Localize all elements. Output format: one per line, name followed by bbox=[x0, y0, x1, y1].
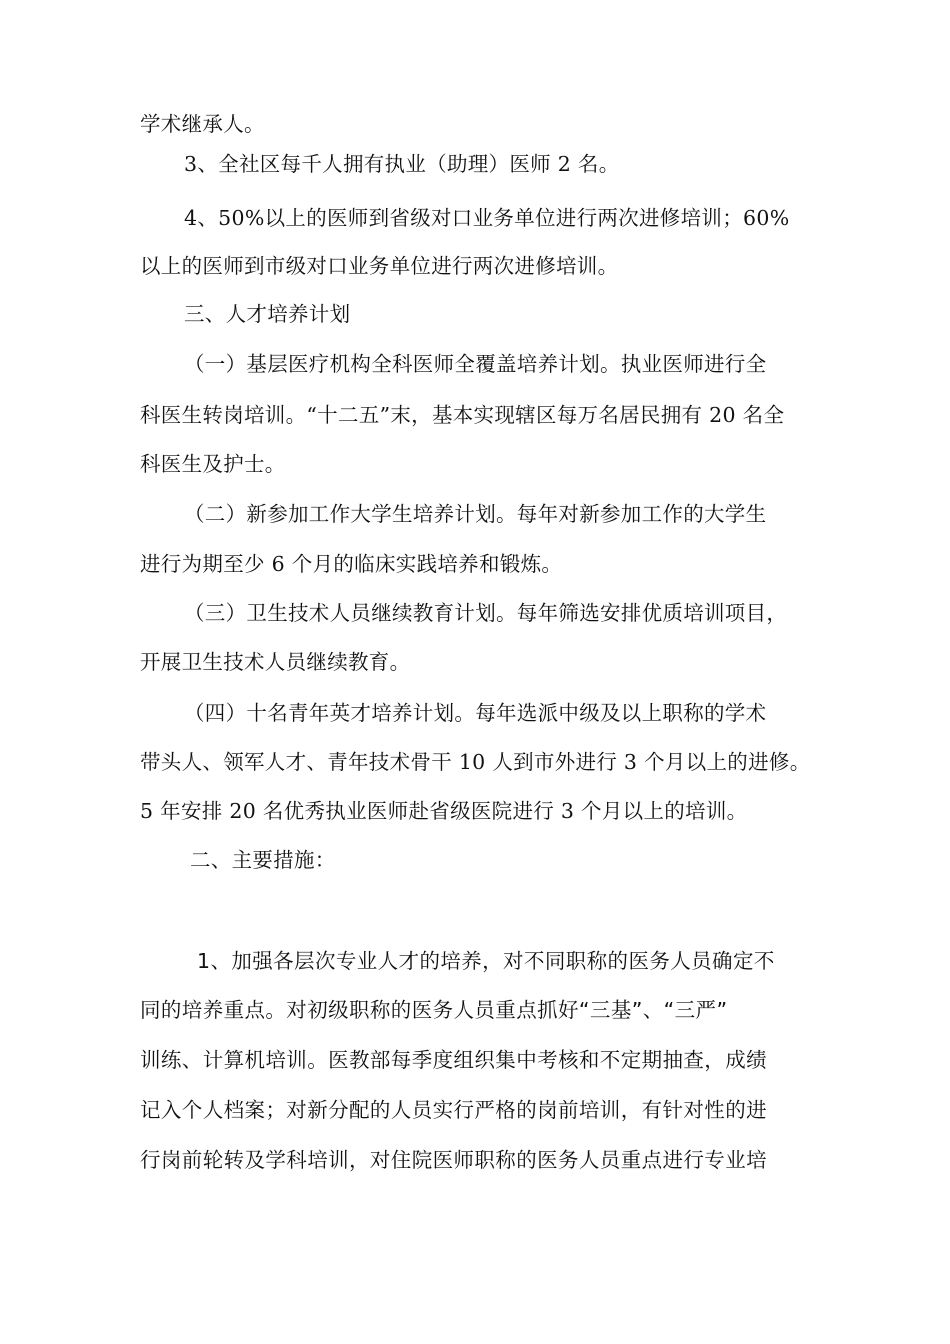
paragraph-line: 进行为期至少 6 个月的临床实践培养和锻炼。 bbox=[140, 552, 563, 576]
paragraph-line: 带头人、领军人才、青年技术骨干 10 人到市外进行 3 个月以上的进修。 bbox=[140, 750, 811, 774]
paragraph-line: （三）卫生技术人员继续教育计划。每年筛选安排优质培训项目， bbox=[184, 601, 788, 625]
section-heading: 二、主要措施： bbox=[190, 848, 336, 872]
paragraph-line: （一）基层医疗机构全科医师全覆盖培养计划。执业医师进行全 bbox=[184, 352, 767, 376]
paragraph-line: 行岗前轮转及学科培训，对住院医师职称的医务人员重点进行专业培 bbox=[140, 1148, 767, 1172]
paragraph-line: 5 年安排 20 名优秀执业医师赴省级医院进行 3 个月以上的培训。 bbox=[140, 799, 748, 823]
paragraph-line: 学术继承人。 bbox=[140, 112, 265, 136]
paragraph-line: 1、加强各层次专业人才的培养，对不同职称的医务人员确定不 bbox=[197, 949, 775, 973]
paragraph-line: （四）十名青年英才培养计划。每年选派中级及以上职称的学术 bbox=[184, 701, 767, 725]
paragraph-line: 记入个人档案；对新分配的人员实行严格的岗前培训，有针对性的进 bbox=[140, 1098, 767, 1122]
paragraph-line: 科医生转岗培训。“十二五”末，基本实现辖区每万名居民拥有 20 名全 bbox=[140, 403, 785, 427]
paragraph-line: 训练、计算机培训。医教部每季度组织集中考核和不定期抽查，成绩 bbox=[140, 1048, 767, 1072]
paragraph-line: 3、全社区每千人拥有执业（助理）医师 2 名。 bbox=[184, 152, 620, 176]
paragraph-line: 开展卫生技术人员继续教育。 bbox=[140, 650, 411, 674]
section-heading: 三、人才培养计划 bbox=[184, 302, 351, 326]
paragraph-line: 同的培养重点。对初级职称的医务人员重点抓好“三基”、“三严” bbox=[140, 998, 728, 1022]
paragraph-line: 4、50%以上的医师到省级对口业务单位进行两次进修培训；60% bbox=[184, 206, 790, 230]
paragraph-line: 以上的医师到市级对口业务单位进行两次进修培训。 bbox=[140, 254, 619, 278]
paragraph-line: （二）新参加工作大学生培养计划。每年对新参加工作的大学生 bbox=[184, 502, 767, 526]
paragraph-line: 科医生及护士。 bbox=[140, 452, 286, 476]
